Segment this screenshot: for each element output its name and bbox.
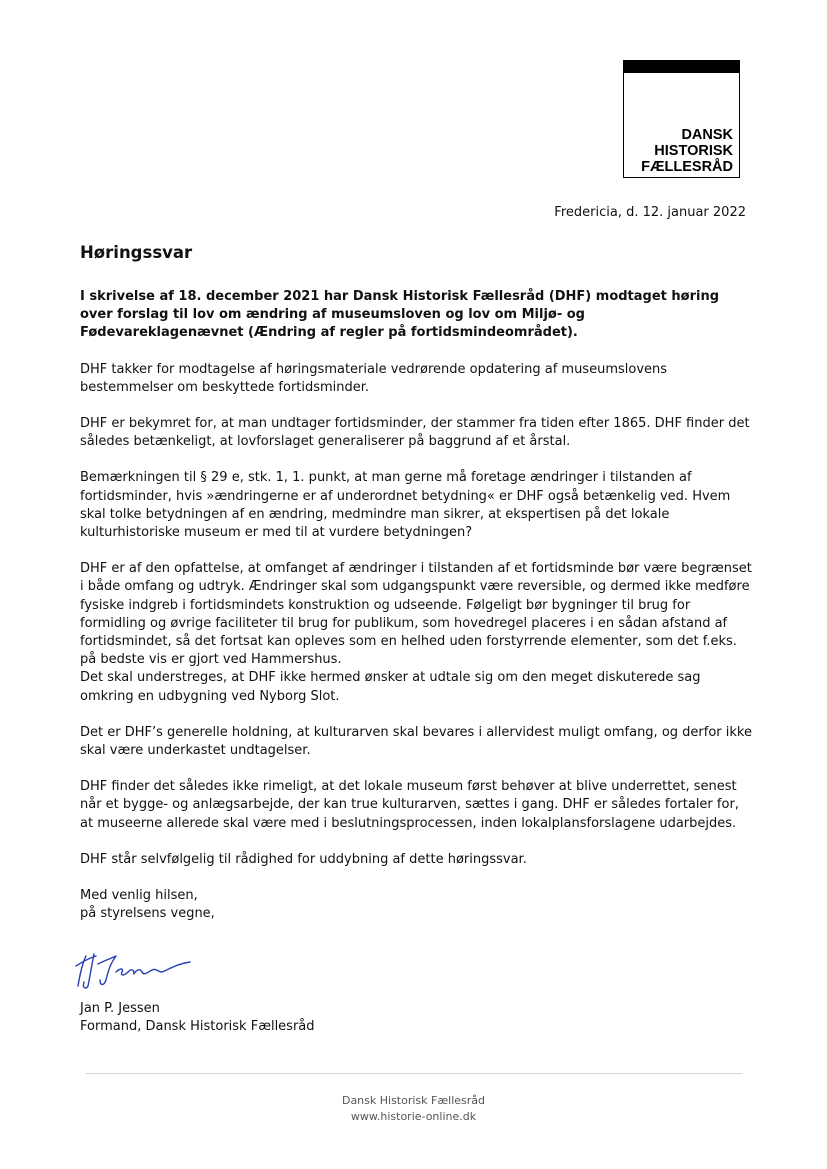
- paragraph-4: DHF er af den opfattelse, at omfanget af ændringer i tilstanden af et fortidsminde bør være begrænset i både omfang og udtryk. Ændringer skal som udgangspunkt være reversible, og dermed ikke medføre fysiske indgreb i fortidsmindets konstruktion og udseende. Følgeligt bør bygninger til brug for formidling og øvrige faciliteter til brug for publikum, som hovedregel placeres i en sådan afstand af fortidsmindet, så det fortsat kan opleves som en helhed uden forstyrrende elementer, som det f.eks. på bedste vis er gjort ved Hammershus.: [80, 561, 752, 668]
- logo-band-icon: [624, 61, 739, 73]
- logo-line-2: HISTORISK: [654, 143, 733, 159]
- logo-line-1: DANSK: [681, 127, 733, 143]
- closing-line-2: på styrelsens vegne,: [80, 906, 215, 922]
- paragraph-6: Det er DHF’s generelle holdning, at kulturarven skal bevares i allervidest muligt omfang, og derfor ikke skal være underkastet undtagelser.: [80, 724, 752, 759]
- paragraph-2: DHF er bekymret for, at man undtager fortidsminder, der stammer fra tiden efter 1865. DHF finder det således betænkeligt, at lovforslaget generaliserer på baggrund af et årstal.: [80, 416, 750, 450]
- signer-block: [80, 1000, 315, 1036]
- footer-org: Dansk Historisk Fællesråd: [341, 1094, 486, 1107]
- closing-greeting: [80, 887, 752, 923]
- handwritten-signature: [72, 950, 197, 990]
- letter-body: [80, 288, 752, 923]
- paragraph-5: Det skal understreges, at DHF ikke hermed ønsker at udtale sig om den meget diskuterede sag omkring en udbygning ved Nyborg Slot.: [80, 670, 701, 704]
- paragraph-3: Bemærkningen til § 29 e, stk. 1, 1. punkt, at man gerne må foretage ændringer i tilstanden af fortidsminder, hvis »ændringerne er af underordnet betydning« er DHF også betænkelig ved. Hvem skal tolke betydningen af en ændring, medmindre man sikrer, at ekspertisen på det lokale kulturhistoriske museum er med til at vurdere betydningen?: [80, 470, 731, 541]
- paragraph-7: DHF finder det således ikke rimeligt, at det lokale museum først behøver at blive underrettet, senest når et bygge- og anlægsarbejde, der kan true kulturarven, sættes i gang. DHF er således fortaler for, at museerne allerede skal være med i beslutningsprocessen, inden lokalplansforslagene udarbejdes.: [80, 779, 739, 831]
- footer-divider: [85, 1073, 742, 1074]
- page-footer: [0, 1093, 827, 1125]
- footer-website-link[interactable]: www.historie-online.dk: [350, 1110, 477, 1123]
- closing-line-1: Med venlig hilsen,: [80, 888, 198, 904]
- signer-role: Formand, Dansk Historisk Fællesråd: [80, 1019, 315, 1034]
- lead-paragraph: I skrivelse af 18. december 2021 har Dansk Historisk Fællesråd (DHF) modtaget høring over forslag til lov om ændring af museumsloven og lov om Miljø- og Fødevareklagenævnet (Ændring af regler på fortidsmindeområdet).: [80, 289, 720, 341]
- page-title: Høringssvar: [80, 243, 193, 262]
- dhf-logo: [623, 60, 740, 178]
- logo-wordmark: [641, 127, 733, 175]
- paragraph-1: DHF takker for modtagelse af høringsmateriale vedrørende opdatering af museumslovens bestemmelser om beskyttede fortidsminder.: [80, 361, 668, 395]
- logo-line-3: FÆLLESRÅD: [641, 159, 733, 175]
- signer-name: Jan P. Jessen: [80, 1001, 160, 1016]
- paragraph-8: DHF står selvfølgelig til rådighed for uddybning af dette høringssvar.: [80, 851, 527, 867]
- letter-date: Fredericia, d. 12. januar 2022: [554, 205, 746, 220]
